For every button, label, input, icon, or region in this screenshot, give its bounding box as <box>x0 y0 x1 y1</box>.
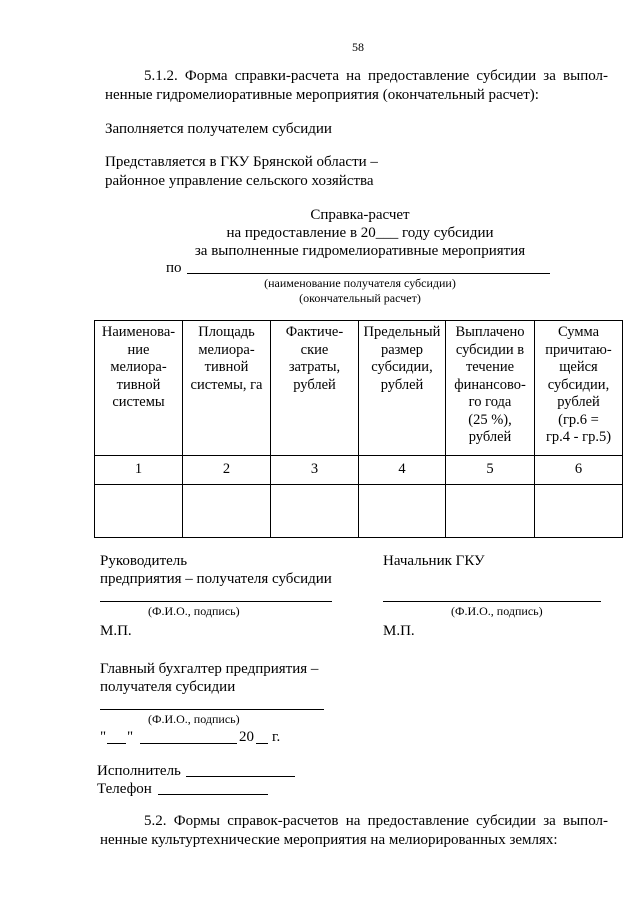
header-paid-subsidy: Выплачено субсидии в течение финансово- го года (25 %), рублей <box>454 324 526 445</box>
head-stamp: М.П. <box>100 623 132 639</box>
table-header-cell <box>271 321 359 456</box>
column-number: 6 <box>535 456 623 485</box>
table-data-row <box>95 485 623 538</box>
executor-label: Исполнитель <box>97 763 181 779</box>
data-cell[interactable] <box>359 485 446 538</box>
section-52-line1: 5.2. Формы справок-расчетов на предоставление субсидии за выпол- <box>144 813 608 829</box>
table-header-cell <box>95 321 183 456</box>
column-number: 2 <box>183 456 271 485</box>
phone-line <box>158 794 268 795</box>
data-cell[interactable] <box>535 485 623 538</box>
form-subtitle-measures: за выполненные гидромелиоративные мероприятия <box>194 243 526 259</box>
data-cell[interactable] <box>183 485 271 538</box>
gku-signature-line <box>383 601 601 602</box>
head-fio-caption: (Ф.И.О., подпись) <box>148 604 240 618</box>
section-512-line2: ненные гидромелиоративные мероприятия (окончательный расчет): <box>105 87 539 103</box>
data-cell[interactable] <box>271 485 359 538</box>
accountant-label-line1: Главный бухгалтер предприятия – <box>100 661 319 677</box>
po-label: по <box>166 260 182 276</box>
table-number-row <box>95 456 623 485</box>
date-year-line <box>256 743 268 744</box>
header-due-subsidy: Сумма причитаю- щейся субсидии, рублей (гр.6 = гр.4 - гр.5) <box>545 324 612 445</box>
form-subtitle-year: на предоставление в 20___ году субсидии <box>226 225 494 241</box>
phone-label: Телефон <box>97 781 152 797</box>
page-number: 58 <box>352 40 364 54</box>
calculation-table <box>94 320 623 538</box>
executor-line <box>186 776 295 777</box>
accountant-fio-caption: (Ф.И.О., подпись) <box>148 712 240 726</box>
column-number: 1 <box>95 456 183 485</box>
header-system-name: Наименова- ние мелиора- тивной системы <box>101 324 176 410</box>
accountant-label-line2: получателя субсидии <box>100 679 236 695</box>
accountant-signature-line <box>100 709 324 710</box>
column-number: 4 <box>359 456 446 485</box>
table-header-row <box>95 321 623 456</box>
date-year-prefix: 20 <box>239 729 254 745</box>
header-actual-costs: Фактиче- ские затраты, рублей <box>285 324 344 393</box>
head-signature-line <box>100 601 332 602</box>
column-number: 3 <box>271 456 359 485</box>
submitted-to-line2: районное управление сельского хозяйства <box>105 173 374 189</box>
table-header-cell <box>183 321 271 456</box>
header-max-subsidy: Предельный размер субсидии, рублей <box>363 324 441 393</box>
final-calc-caption: (окончательный расчет) <box>299 291 421 305</box>
date-day-line <box>107 743 126 744</box>
form-title: Справка-расчет <box>310 207 410 223</box>
head-label-line2: предприятия – получателя субсидии <box>100 571 332 587</box>
date-quote-open: " <box>100 729 107 745</box>
date-suffix: г. <box>272 729 281 745</box>
submitted-to-line1: Представляется в ГКУ Брянской области – <box>105 154 378 170</box>
table-header-cell <box>446 321 535 456</box>
head-label-line1: Руководитель <box>100 553 188 569</box>
recipient-name-line <box>187 273 550 274</box>
header-area: Площадь мелиора- тивной системы, га <box>190 324 263 393</box>
section-52-line2: ненные культуртехнические мероприятия на мелиорированных землях: <box>100 832 558 848</box>
data-cell[interactable] <box>95 485 183 538</box>
gku-fio-caption: (Ф.И.О., подпись) <box>451 604 543 618</box>
date-month-line <box>140 743 237 744</box>
column-number: 5 <box>446 456 535 485</box>
data-cell[interactable] <box>446 485 535 538</box>
table-header-cell <box>535 321 623 456</box>
date-quote-close: " <box>127 729 134 745</box>
recipient-caption: (наименование получателя субсидии) <box>264 276 456 290</box>
gku-stamp: М.П. <box>383 623 415 639</box>
gku-head-label: Начальник ГКУ <box>383 553 485 569</box>
filled-by-note: Заполняется получателем субсидии <box>105 121 332 137</box>
table-header-cell <box>359 321 446 456</box>
section-512-line1: 5.1.2. Форма справки-расчета на предоставление субсидии за выпол- <box>144 68 608 84</box>
